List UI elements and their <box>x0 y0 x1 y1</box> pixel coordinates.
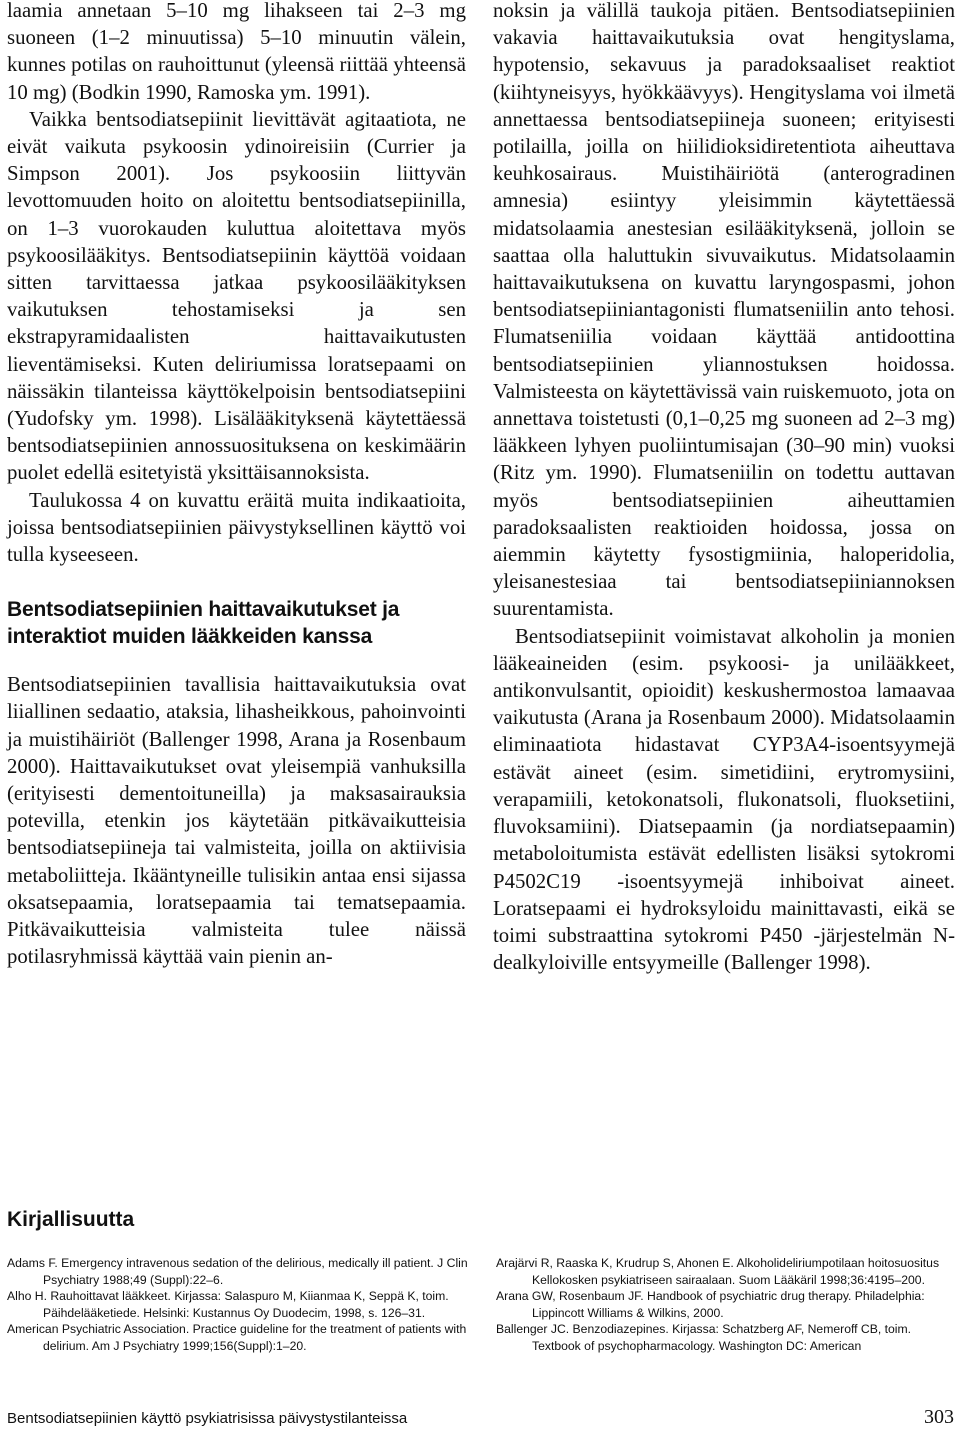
right-text-column <box>493 0 955 976</box>
references-heading: Kirjallisuutta <box>7 1208 135 1231</box>
reference-item: Alho H. Rauhoittavat lääkkeet. Kirjassa: Salaspuro M, Kiianmaa K, Seppä K, toim. Päihdelääketiede. Helsinki: Kustannus Oy Duodecim, 1998, s. 126–31. <box>7 1289 449 1320</box>
running-footer-title: Bentsodiatsepiinien käyttö psykiatrisissa päivystystilanteissa <box>7 1410 408 1427</box>
references-list-right <box>496 1255 958 1355</box>
paragraph: Bentsodiatsepiinien tavallisia haittavaikutuksia ovat liiallinen sedaatio, ataksia, lihasheikkous, pahoinvointi ja muistihäiriöt (Ballenger 1998, Arana ja Rosenbaum 2000). Haittavaikutukset ovat yleisempiä vanhuksilla (erityisesti dementoituneilla) ja maksasairauksia potevilla, etenkin jos käytetään pitkävaikutteisia bentsodiatsepiineja tai valmisteita, joilla on aktiivisia metaboliitteja. Ikääntyneille tulisikin antaa ensi sijassa oksatsepaamia, loratsepaamia tai tematsepaamia. Pitkävaikutteisia valmisteita tulee näissä potilasryhmissä käyttää vain pienin an- <box>7 673 466 969</box>
paragraph: noksin ja välillä taukoja pitäen. Bentsodiatsepiinien vakavia haittavaikutuksia ovat hengityslama, hypotensio, sekavuus ja paradoksaaliset reaktiot (kiihtyneisyys, hyökkäävyys). Hengityslama voi ilmetä annettaessa bentsodiatsepiineja suoneen; erityisesti potilailla, joilla on hiilidioksidiretentiota aiheuttava keuhkosairaus. Muistihäiriötä (anterogradinen amnesia) esiintyy yleisimmin käytettäessä midatsolaamia anestesian esilääkityksenä, jolloin se saattaa olla haluttukin sivuvaikutus. Midatsolaamin haittavaikutuksena on kuvattu laryngospasmi, johon bentsodiatsepiiniantagonisti flumatseniilin anto tehosi. Flumatseniilia voidaan käyttää antidoottina bentsodiatsepiinien yliannostuksen hoidossa. Valmisteesta on käytettävissä vain ruiskemuoto, jota on annettava toistetusti (0,1–0,25 mg suoneen ad 2–3 mg) lääkkeen lyhyen puoliintumisajan (30–90 min) vuoksi (Ritz ym. 1990). Flumatseniilin on todettu auttavan myös bentsodiatsepiinien aiheuttamien paradoksaalisten reaktioiden hoidossa, jossa on aiemmin käytetty fysostigmiinia, haloperidolia, yleisanestesiaa tai bentsodiatsepiiniannoksen suurentamista. <box>493 0 955 621</box>
left-text-column <box>7 0 466 971</box>
paragraph: Bentsodiatsepiinit voimistavat alkoholin ja monien lääkeaineiden (esim. psykoosi- ja unilääkkeet, antikonvulsantit, opioidit) keskushermostoa lamaavaa vaikutusta (Arana ja Rosenbaum 2000). Midatsolaamin eliminaatiota hidastavat CYP3A4-isoentsyymejä estävät aineet (esim. simetidiini, erytromysiini, verapamiili, ketokonatsoli, flukonatsoli, fluoksetiini, fluvoksamiini). Diatsepaamin (ja nordiatsepaamin) metaboloitumista estävät edellisten lisäksi sytokromi P4502C19 -isoentsyymejä inhiboivat aineet. Loratsepaami ei hydroksyloidu mainittavasti, eikä se toimi substraattina sytokromi P450 -järjestelmän N-dealkyloiville entsyymeille (Ballenger 1998). <box>493 624 955 975</box>
paragraph: Vaikka bentsodiatsepiinit lievittävät agitaatiota, ne eivät vaikuta psykoosin ydinoireisiin (Currier ja Simpson 2001). Jos psykoosiin liittyvän levottomuuden hoito on aloitettu bentsodiatsepiinilla, on 1–3 vuorokauden kuluttua aloitettava myös psykoosilääkitys. Bentsodiatsepiinin käyttöä voidaan sitten tarvittaessa jatkaa psykoosilääkityksen vaikutuksen tehostamiseksi ja sen ekstrapyramidaalisten haittavaikutusten lieventämiseksi. Kuten deliriumissa loratsepaami on näissäkin tilanteissa käyttökelpoisin bentsodiatsepiini (Yudofsky ym. 1998). Lisälääkityksenä käytettäessä bentsodiatsepiinien annossuosituksena on keskimäärin puolet edellä esitetyistä yksittäisannoksista. <box>7 107 466 485</box>
reference-item: Arajärvi R, Raaska K, Krudrup S, Ahonen E. Alkoholideliriumpotilaan hoitosuositus Kellokosken psykiatriseen sairaalaan. Suom Lääkäril 1998;36:4195–200. <box>496 1256 940 1287</box>
reference-item: Ballenger JC. Benzodiazepines. Kirjassa: Schatzberg AF, Nemeroff CB, toim. Textbook of psychopharmacology. Washington DC: American <box>496 1322 912 1353</box>
section-heading: Bentsodiatsepiinien haittavaikutukset ja interaktiot muiden lääkkeiden kanssa <box>7 598 400 649</box>
paragraph: laamia annetaan 5–10 mg lihakseen tai 2–3 mg suoneen (1–2 minuutissa) 5–10 minuutin välein, kunnes potilas on rauhoittunut (yleensä riittää yhteensä 10 mg) (Bodkin 1990, Ramoska ym. 1991). <box>7 0 466 104</box>
references-list-left <box>7 1255 469 1355</box>
reference-item: Adams F. Emergency intravenous sedation of the delirious, medically ill patient. J Clin Psychiatry 1988;49 (Suppl):22–6. <box>7 1256 468 1287</box>
reference-item: Arana GW, Rosenbaum JF. Handbook of psychiatric drug therapy. Philadelphia: Lippincott Williams & Wilkins, 2000. <box>496 1289 925 1320</box>
page-number: 303 <box>924 1406 954 1428</box>
reference-item: American Psychiatric Association. Practice guideline for the treatment of patients with delirium. Am J Psychiatry 1999;156(Suppl):1–20. <box>7 1322 467 1353</box>
paragraph: Taulukossa 4 on kuvattu eräitä muita indikaatioita, joissa bentsodiatsepiinien päivystyksellinen käyttö voi tulla kyseeseen. <box>7 488 466 567</box>
